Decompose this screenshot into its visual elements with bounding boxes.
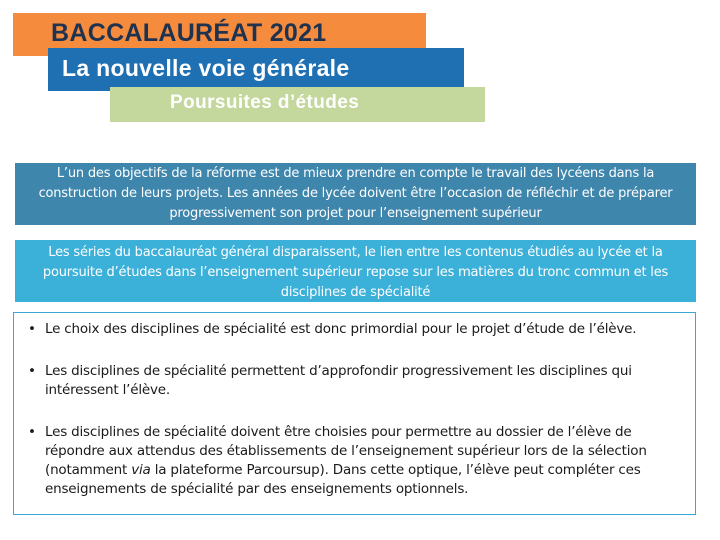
bullet-text-part: la plateforme Parcoursup). Dans cette optique, l’élève peut compléter ces enseignements de spécialité par des enseignements optionnels. [45, 462, 641, 497]
bullet-text [45, 423, 681, 499]
title-banner: BACCALAURÉAT 2021 [13, 13, 426, 56]
section-banner: Poursuites d’études [110, 87, 485, 122]
list-item [28, 423, 681, 499]
bullet-marker: • [28, 321, 36, 337]
intro-box: L’un des objectifs de la réforme est de mieux prendre en compte le travail des lycéens dans la construction de leurs projets. Les années de lycée doivent être l’occasion de réfléchir et de préparer progressivement son projet pour l’enseignement supérieur [15, 163, 696, 225]
list-item [28, 362, 681, 400]
bullet-text-part: Les disciplines de spécialité doivent être choisies pour permettre au dossier de l’élève de répondre aux attendus des établissements de l’enseignement supérieur lors de la sélection (notamment [45, 424, 647, 478]
bullet-marker: • [28, 363, 36, 379]
bullet-text: Les disciplines de spécialité permettent d’approfondir progressivement les disciplines qui intéressent l’élève. [45, 363, 632, 398]
series-box: Les séries du baccalauréat général disparaissent, le lien entre les contenus étudiés au lycée et la poursuite d’études dans l’enseignement supérieur repose sur les matières du tronc commun et les disciplines de spécialité [15, 240, 696, 302]
bullet-marker: • [28, 424, 36, 440]
list-item [28, 320, 681, 339]
bullet-text: Le choix des disciplines de spécialité est donc primordial pour le projet d’étude de l’élève. [45, 321, 637, 337]
italic-word: via [131, 462, 151, 478]
bullet-list [13, 312, 696, 515]
subtitle-banner: La nouvelle voie générale [48, 48, 464, 91]
